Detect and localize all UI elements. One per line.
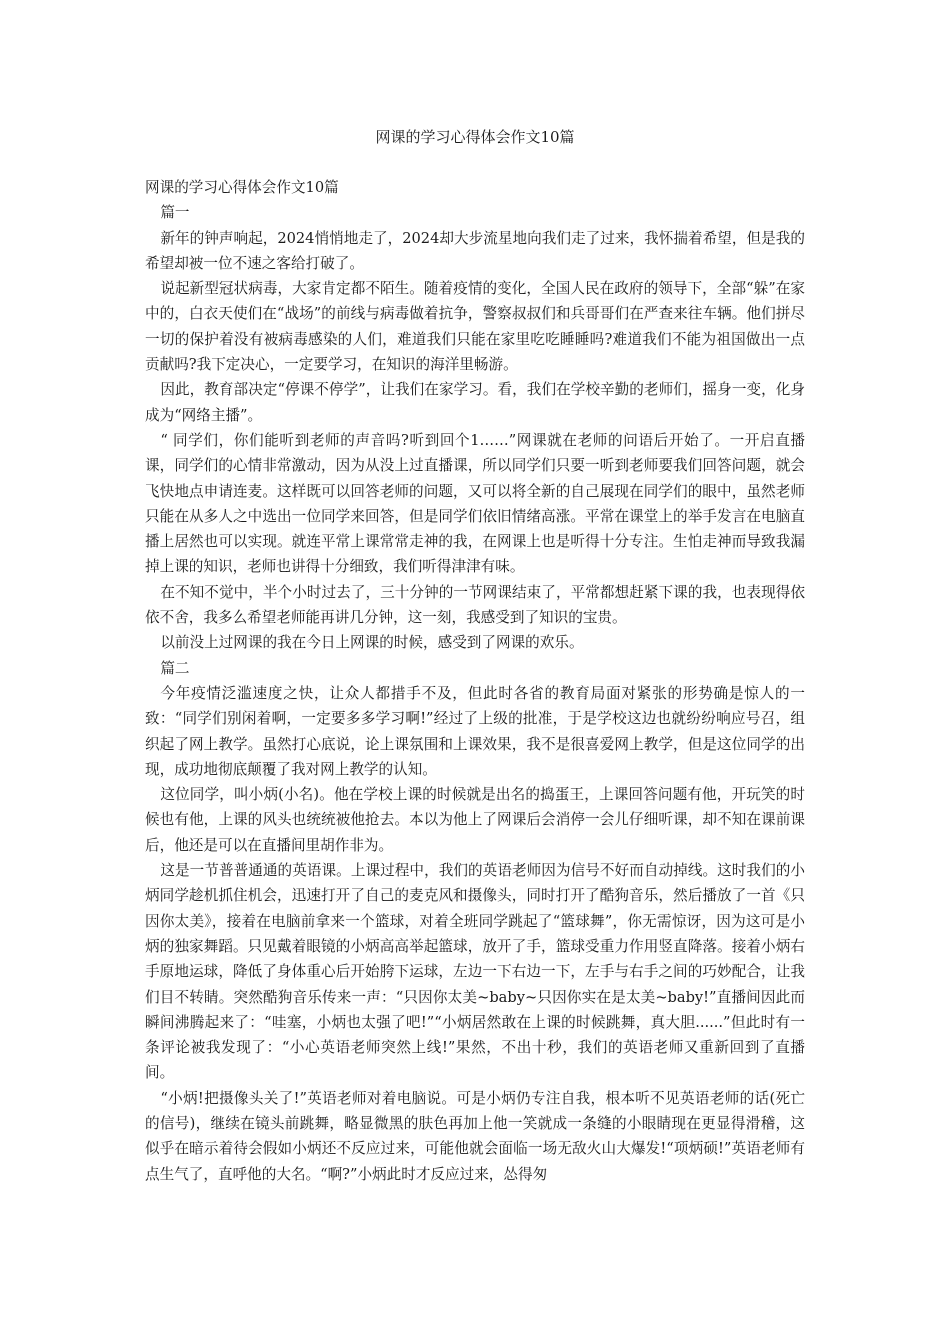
paragraph: 因此，教育部决定“停课不停学”，让我们在家学习。看，我们在学校辛勤的老师们，摇身一变，化身成为“网络主播”。 bbox=[145, 381, 805, 424]
paragraph: 在不知不觉中，半个小时过去了，三十分钟的一节网课结束了，平常都想赶紧下课的我，也表现得依依不舍，我多么希望老师能再讲几分钟，这一刻，我感受到了知识的宝贵。 bbox=[145, 583, 805, 627]
document-title: 网课的学习心得体会作文10篇 bbox=[375, 128, 575, 146]
section-heading-2: 篇二 bbox=[160, 659, 190, 677]
paragraph: 新年的钟声响起，2024悄悄地走了，2024却大步流星地向我们走了过来，我怀揣着希望，但是我的希望却被一位不速之客给打破了。 bbox=[145, 229, 805, 272]
paragraph: 这是一节普普通通的英语课。上课过程中，我们的英语老师因为信号不好而自动掉线。这时我们的小炳同学趁机抓住机会，迅速打开了自己的麦克风和摄像头，同时打开了酷狗音乐，然后播放了一首《只因你太美》，接着在电脑前拿来一个篮球，对着全班同学跳起了“篮球舞”，你无需惊讶，因为这可是小炳的独家舞蹈。只见戴着眼镜的小炳高高举起篮球，放开了手，篮球受重力作用竖直降落。接着小炳右手原地运球，降低了身体重心后开始胯下运球，左边一下右边一下，左手与右手之间的巧妙配合，让我们目不转睛。突然酷狗音乐传来一声：“只因你太美~baby~只因你实在是太美~baby!”直播间因此而瞬间沸腾起来了：“哇塞，小炳也太强了吧!”“小炳居然敢在上课的时候跳舞，真大胆......”但此时有一条评论被我发现了：“小心英语老师突然上线!”果然，不出十秒，我们的英语老师又重新回到了直播间。 bbox=[145, 862, 805, 1082]
section-heading-1: 篇一 bbox=[160, 204, 190, 222]
paragraph: 这位同学，叫小炳(小名)。他在学校上课的时候就是出名的捣蛋王，上课回答问题有他，开玩笑的时候也有他，上课的风头也统统被他抢去。本以为他上了网课后会消停一会儿仔细听课，却不知在课前课后，他还是可以在直播间里胡作非为。 bbox=[145, 786, 805, 854]
document-body bbox=[145, 175, 805, 1187]
paragraph: 今年疫情泛滥速度之快，让众人都措手不及，但此时各省的教育局面对紧张的形势确是惊人的一致：“同学们别闲着啊，一定要多多学习啊!”经过了上级的批准，于是学校这边也就纷纷响应号召，组织起了网上教学。虽然打心底说，论上课氛围和上课效果，我不是很喜爱网上教学，但是这位同学的出现，成功地彻底颠覆了我对网上教学的认知。 bbox=[145, 684, 805, 778]
article-heading: 网课的学习心得体会作文10篇 bbox=[145, 179, 339, 196]
paragraph: 说起新型冠状病毒，大家肯定都不陌生。随着疫情的变化，全国人民在政府的领导下，全部“躲”在家中的，白衣天使们在“战场”的前线与病毒做着抗争，警察叔叔们和兵哥哥们在严查来往车辆。他们拼尽一切的保护着没有被病毒感染的人们，难道我们只能在家里吃吃睡睡吗?难道我们不能为祖国做出一点贡献吗?我下定决心，一定要学习，在知识的海洋里畅游。 bbox=[145, 280, 805, 374]
paragraph: 以前没上过网课的我在今日上网课的时候，感受到了网课的欢乐。 bbox=[160, 634, 584, 652]
paragraph: “ 同学们，你们能听到老师的声音吗?听到回个1……”网课就在老师的问语后开始了。一开启直播课，同学们的心情非常激动，因为从没上过直播课，所以同学们只要一听到老师要我们回答问题，就会飞快地点申请连麦。这样既可以回答老师的问题，又可以将全新的自己展现在同学们的眼中，虽然老师只能在从多人之中选出一位同学来回答，但是同学们依旧情绪高涨。平常在课堂上的举手发言在电脑直播上居然也可以实现。就连平常上课常常走神的我，在网课上也是听得十分专注。生怕走神而导致我漏掉上课的知识，老师也讲得十分细致，我们听得津津有味。 bbox=[145, 431, 805, 576]
paragraph: “小炳!把摄像头关了!”英语老师对着电脑说。可是小炳仍专注自我，根本听不见英语老师的话(死亡的信号)，继续在镜头前跳舞，略显微黑的肤色再加上他一笑就成一条缝的小眼睛现在更显得滑稽，这似乎在暗示着待会假如小炳还不反应过来，可能他就会面临一场无敌火山大爆发!“项炳硕!”英语老师有点生气了，直呼他的大名。“啊?”小炳此时才反应过来，怂得匆 bbox=[145, 1089, 805, 1183]
